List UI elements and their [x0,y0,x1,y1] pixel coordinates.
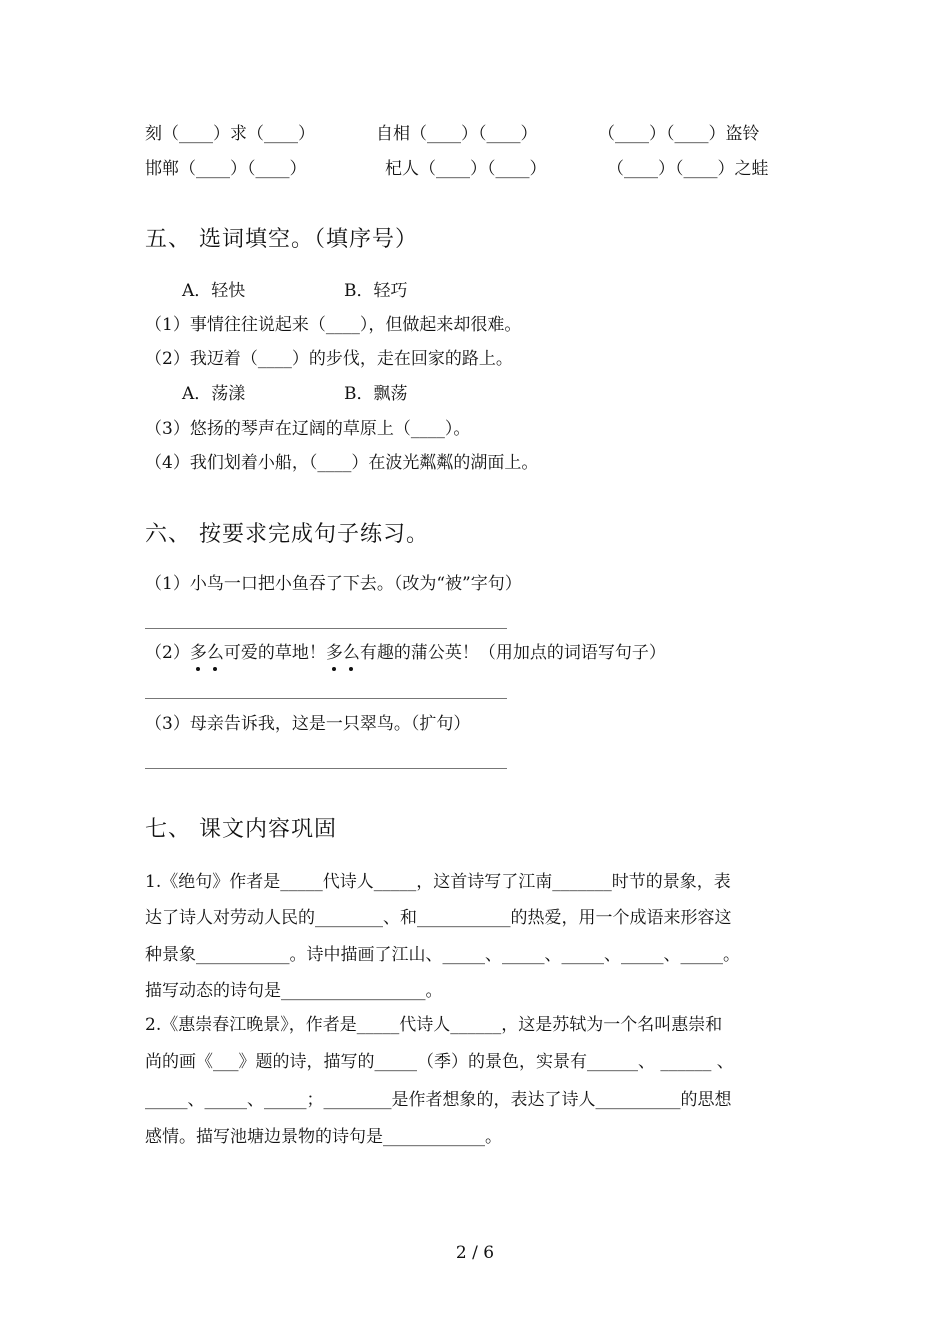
question-5-4: （4）我们划着小船，（____）在波光粼粼的湖面上。 [145,453,539,473]
question-6-2 [145,642,666,664]
p2-line-1: 2.《惠崇春江晚景》，作者是_____代诗人______，这是苏轼为一个名叫惠崇和 [145,1015,723,1035]
option-b-1: B．轻巧 [344,281,408,301]
option-a-2: A．荡漾 [182,384,246,404]
option-b-2: B．飘荡 [344,384,408,404]
p1-line-4: 描写动态的诗句是_________________。 [145,981,443,1001]
question-5-2: （2）我迈着（____）的步伐，走在回家的路上。 [145,349,513,369]
q2-mid: 可爱的草地！ [223,643,326,663]
idiom-3: （____）（____）盗铃 [598,124,760,144]
p1-line-3: 种景象___________。诗中描画了江山、_____、_____、_____、_____、_____。 [145,945,740,965]
question-6-1: （1）小鸟一口把小鱼吞了下去。（改为“被”字句） [145,574,522,594]
answer-line-2[interactable] [145,698,507,699]
page-number: 2 / 6 [455,1243,495,1263]
p2-line-3: _____、_____、_____；________是作者想象的，表达了诗人__________的思想 [145,1090,732,1110]
answer-line-1[interactable] [145,628,507,629]
dotted-char: 么 [342,643,360,663]
section-5-title: 五、 选词填空。（填序号） [145,227,418,252]
question-5-1: （1）事情往往说起来（____），但做起来却很难。 [145,315,522,335]
dotted-char: 么 [206,643,224,663]
section-7-title: 七、 课文内容巩固 [145,817,337,842]
q2-prefix: （2） [145,643,190,663]
dotted-char: 多 [189,643,207,663]
option-a-1: A．轻快 [182,281,246,301]
p2-line-4: 感情。描写池塘边景物的诗句是____________。 [145,1127,502,1147]
dotted-char: 多 [325,643,343,663]
p1-line-2: 达了诗人对劳动人民的________、和___________的热爱，用一个成语来形容这 [145,908,732,928]
idiom-4: 邯郸（____）（____） [145,159,307,179]
p1-line-1: 1.《绝句》作者是_____代诗人_____，这首诗写了江南_______时节的景象，表 [145,872,731,892]
question-6-3: （3）母亲告诉我，这是一只翠鸟。（扩句） [145,714,471,734]
answer-line-3[interactable] [145,768,507,769]
idiom-1: 刻（____）求（____） [145,124,315,144]
section-6-title: 六、 按要求完成句子练习。 [145,522,429,547]
question-5-3: （3）悠扬的琴声在辽阔的草原上（____）。 [145,419,471,439]
idiom-2: 自相（____）（____） [376,124,538,144]
q2-suffix: 有趣的蒲公英！（用加点的词语写句子） [359,643,666,663]
p2-line-2: 尚的画《___》题的诗，描写的_____（季）的景色，实景有______、 ______ 、 [145,1052,734,1072]
idiom-6: （____）（____）之蛙 [607,159,769,179]
idiom-5: 杞人（____）（____） [385,159,547,179]
